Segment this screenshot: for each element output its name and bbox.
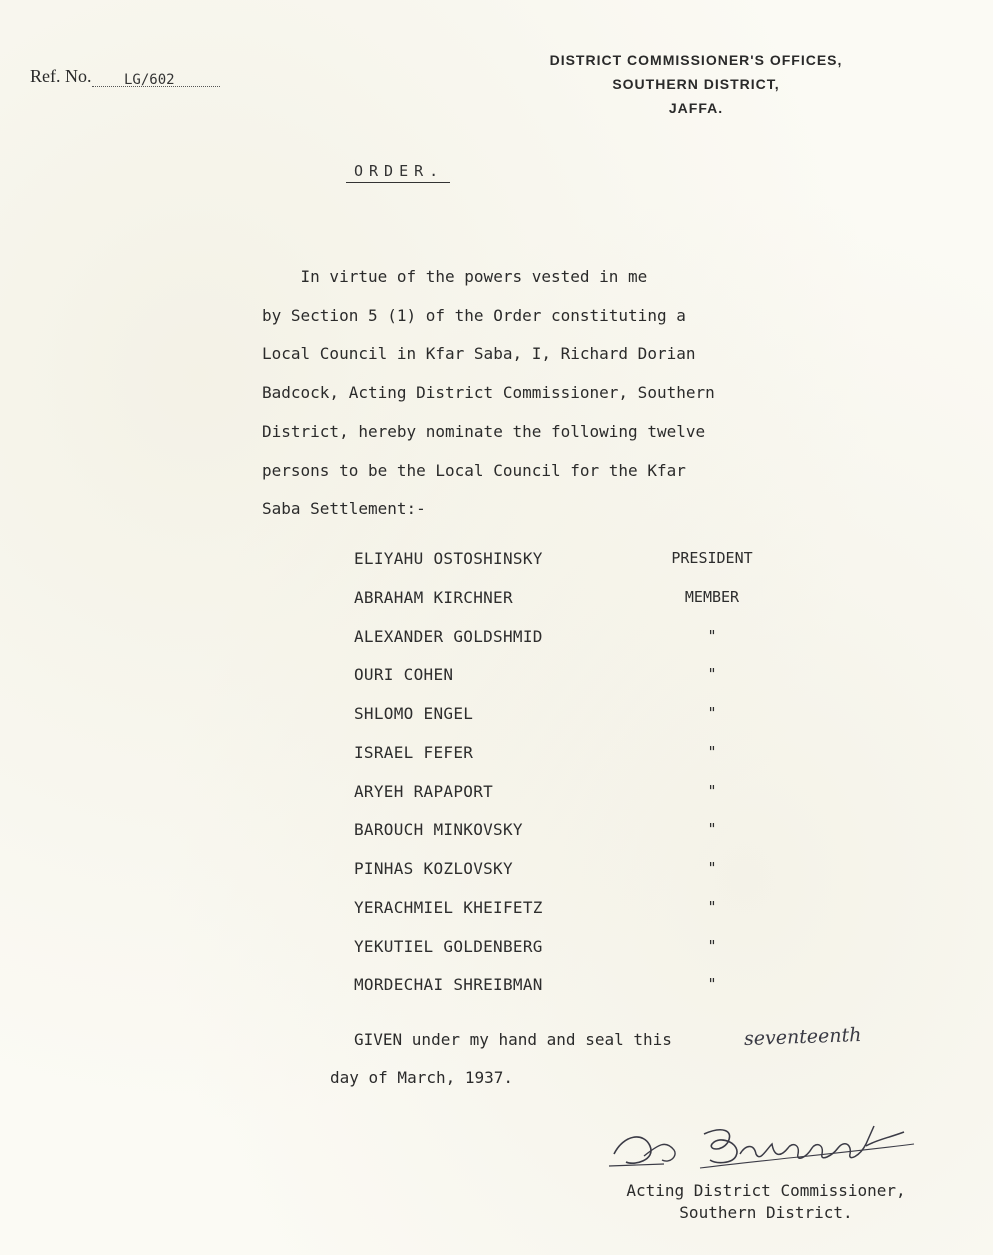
member-role: " — [707, 897, 717, 916]
date-line: day of March, 1937. — [330, 1068, 514, 1087]
member-role: " — [707, 742, 717, 761]
signatory-district: Southern District. — [679, 1203, 853, 1222]
handwritten-day: seventeenth — [743, 1023, 862, 1051]
letterhead — [520, 48, 872, 120]
body-line: by Section 5 (1) of the Order constituting a — [262, 305, 686, 325]
list-item — [352, 584, 822, 623]
list-item — [352, 739, 822, 778]
body-line: In virtue of the powers vested in me — [262, 267, 648, 286]
body-line: persons to be the Local Council for the Kfar — [262, 460, 686, 480]
member-name: ARYEH RAPAPORT — [354, 781, 494, 801]
letterhead-city: JAFFA. — [668, 100, 724, 116]
member-name: SHLOMO ENGEL — [354, 704, 474, 723]
signatory-block — [596, 1180, 936, 1224]
body-line: Badcock, Acting District Commissioner, Southern — [262, 383, 715, 403]
member-role: MEMBER — [684, 587, 740, 606]
given-clause: GIVEN under my hand and seal this — [354, 1030, 672, 1049]
member-name: YEKUTIEL GOLDENBERG — [354, 936, 543, 956]
member-name: ISRAEL FEFER — [354, 742, 474, 762]
member-role: " — [707, 704, 717, 722]
council-member-list — [352, 545, 822, 1010]
member-name: ABRAHAM KIRCHNER — [354, 587, 513, 607]
member-role: " — [707, 936, 717, 955]
member-name: ELIYAHU OSTOSHINSKY — [354, 549, 543, 568]
signatory-title: Acting District Commissioner, — [626, 1181, 906, 1200]
member-role: " — [707, 975, 717, 994]
member-role: " — [707, 665, 717, 684]
order-body — [262, 258, 715, 529]
document-title: ORDER. — [346, 162, 450, 183]
member-name: ALEXANDER GOLDSHMID — [354, 626, 543, 646]
member-name: PINHAS KOZLOVSKY — [354, 859, 513, 878]
list-item — [352, 855, 822, 894]
list-item — [352, 545, 822, 584]
member-role: " — [707, 859, 717, 877]
handwritten-signature — [604, 1104, 924, 1184]
list-item — [352, 778, 822, 817]
list-item — [352, 661, 822, 700]
member-role: " — [707, 781, 717, 800]
member-name: OURI COHEN — [354, 665, 454, 685]
member-role: " — [707, 820, 717, 839]
list-item — [352, 933, 822, 972]
reference-number: LG/602 — [124, 72, 175, 88]
member-role: PRESIDENT — [671, 549, 753, 567]
member-name: BAROUCH MINKOVSKY — [354, 820, 523, 840]
letterhead-district: SOUTHERN DISTRICT, — [612, 76, 780, 92]
body-line: Saba Settlement:- — [262, 499, 426, 519]
list-item — [352, 894, 822, 933]
body-line: Local Council in Kfar Saba, I, Richard Dorian — [262, 344, 696, 364]
member-role: " — [707, 626, 717, 645]
reference-label: Ref. No. — [30, 66, 92, 86]
list-item — [352, 623, 822, 662]
member-name: MORDECHAI SHREIBMAN — [354, 975, 543, 995]
list-item — [352, 971, 822, 1010]
body-line: District, hereby nominate the following twelve — [262, 421, 706, 441]
letterhead-office: DISTRICT COMMISSIONER'S OFFICES, — [549, 52, 843, 68]
list-item — [352, 816, 822, 855]
member-name: YERACHMIEL KHEIFETZ — [354, 897, 543, 917]
list-item — [352, 700, 822, 739]
